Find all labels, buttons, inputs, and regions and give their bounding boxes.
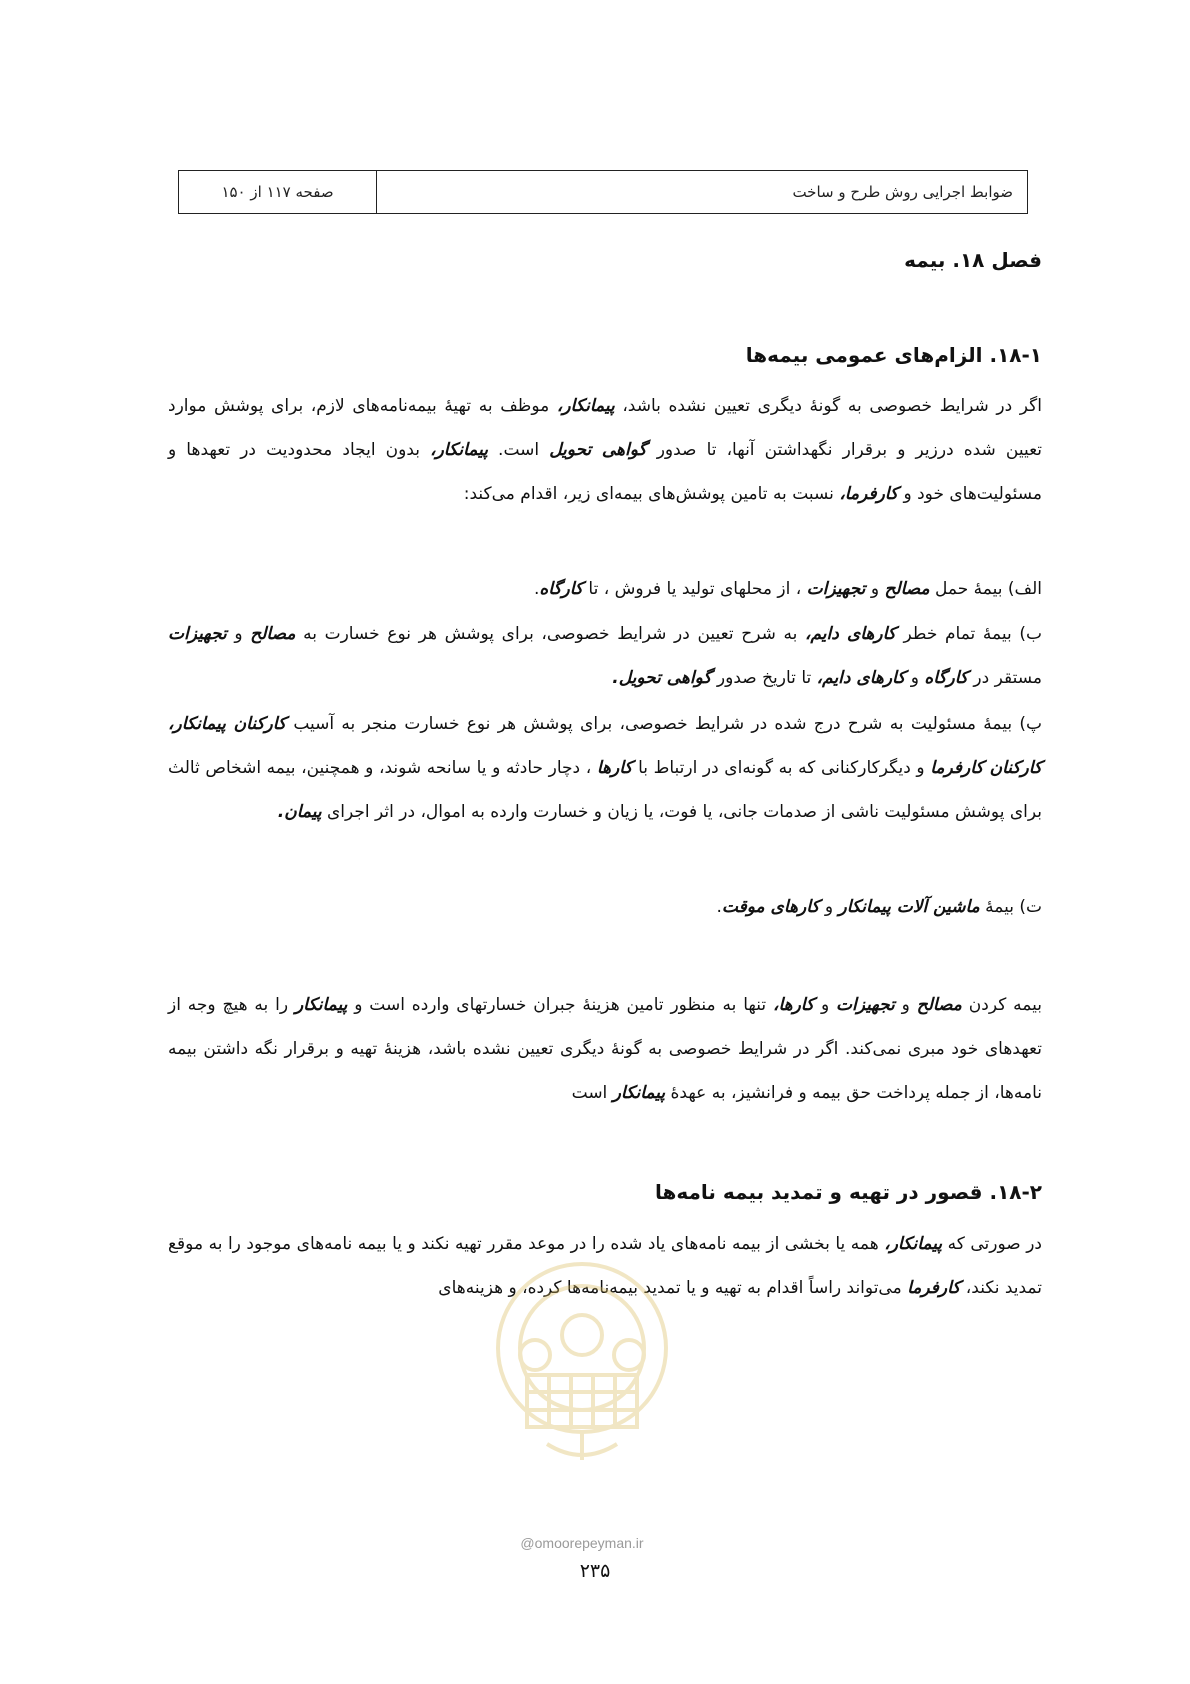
list-item-te [168,885,1042,929]
text-run: ، از محلهای تولید یا فروش ، تا [583,579,807,599]
list-item-pe [168,702,1042,834]
watermark-grid [527,1375,637,1427]
section-2-title: ۱۸-۲. قصور در تهیه و تمدید بیمه نامه‌ها [655,1180,1042,1204]
watermark-base [547,1430,617,1460]
text-run: . [716,897,722,917]
list-item-be [168,612,1042,700]
text-run: و [865,579,885,599]
text-run: و [894,995,917,1015]
section-2-paragraph [168,1222,1042,1310]
text-run: ت) بیمهٔ [979,897,1042,917]
emphasized-term: کارهای دایم، [804,624,896,644]
emphasized-term: کارهای دایم، [816,668,906,688]
text-run: تنها به منظور تامین هزینهٔ جبران خسارتهای وارده است و [347,995,773,1015]
page-header-table [178,170,1028,214]
text-run: است. [487,440,550,460]
emphasized-term: گواهی تحویل. [612,668,712,688]
emphasized-term: تجهیزات [168,624,227,644]
watermark-site-text: @omoorepeyman.ir [520,1535,644,1551]
emphasized-term: کارگاه [539,579,584,599]
emphasized-term: کارکنان پیمانکار، کارکنان کارفرما [168,714,1043,778]
emphasized-term: کارهای موقت [721,897,820,917]
text-run: بیمه کردن [961,995,1042,1015]
emphasized-term: کارفرما، [839,484,899,504]
text-run: و [819,897,839,917]
section-1-intro-paragraph [168,384,1042,516]
emphasized-term: گواهی تحویل [549,440,647,460]
text-run: مستقر در [968,668,1042,688]
text-run: و [226,624,251,644]
text-run: پ) بیمهٔ مسئولیت به شرح درج شده در شرایط خصوصی، برای پوشش هر نوع خسارت منجر به آسیب [286,714,1043,734]
text-run: و [905,668,925,688]
emphasized-term: کارفرما [907,1278,961,1298]
text-run: می‌تواند راساً اقدام به تهیه و یا تمدید بیمه‌نامه‌ها کرده، و هزینه‌های [438,1278,908,1298]
text-run: اگر در شرایط خصوصی به گونهٔ دیگری تعیین نشده باشد، [614,396,1042,416]
text-run: . [533,579,540,599]
text-run: موظف به تهیهٔ بیمه‌نامه‌های لازم، برای پوشش موارد تعیین شده درزیر و برقرار نگهداشتن آنها، تا صدور [168,396,1043,460]
watermark-left-gear [520,1340,550,1370]
text-run: و [814,995,837,1015]
emphasized-term: پیمانکار، [430,440,488,460]
text-run: ب) بیمهٔ تمام خطر [895,624,1042,644]
emphasized-term: پیمانکار [612,1083,666,1103]
section-1-title: ۱۸-۱. الزام‌های عمومی بیمه‌ها [745,343,1042,367]
emphasized-term: تجهیزات [806,579,866,599]
list-item-alef [168,567,1042,611]
text-run: بدون ایجاد محدودیت در تعهدها و مسئولیت‌های خود و [168,440,1042,504]
chapter-title: فصل ۱۸. بیمه [904,248,1042,272]
emphasized-term: کارگاه [924,668,969,688]
emphasized-term: پیمانکار، [556,396,615,416]
text-run: همه یا بخشی از بیمه نامه‌های یاد شده را در موعد مقرر تهیه نکند و یا بیمه نامه‌های موجود را به موقع تمدید نکند، [168,1234,1042,1298]
text-run: است [571,1083,613,1103]
emphasized-term: پیمان. [277,802,322,822]
text-run: به شرح تعیین در شرایط خصوصی، برای پوشش هر نوع خسارت به [295,624,805,644]
closing-paragraph [168,983,1042,1115]
text-run: در صورتی که [942,1234,1042,1254]
emphasized-term: پیمانکار، [884,1234,943,1254]
header-page-info: صفحه ۱۱۷ از ۱۵۰ [179,171,377,213]
emphasized-term: کارها [596,758,633,778]
emphasized-term: مصالح [250,624,296,644]
emphasized-term: پیمانکار [294,995,348,1015]
watermark-right-gear [614,1340,644,1370]
text-run: الف) بیمهٔ حمل [929,579,1042,599]
emphasized-term: کارها، [772,995,815,1015]
emphasized-term: مصالح [916,995,962,1015]
text-run: ، دچار حادثه و یا سانحه شوند، و همچنین، بیمه اشخاص ثالث برای پوشش مسئولیت ناشی از صدمات جانی، یا فوت، یا زیان و خسارت وارده به اموال، در اثر اجرای [168,758,1042,822]
text-run: را به هیچ وجه از تعهدهای خود مبری نمی‌کند. اگر در شرایط خصوصی به گونهٔ دیگری تعیین نشده باشد، هزینهٔ تهیه و برقرار نگه داشتن بیمه نامه‌ها، از جمله پرداخت حق بیمه و فرانشیز، به عهدهٔ [168,995,1042,1103]
header-doc-title: ضوابط اجرایی روش طرح و ساخت [792,183,1013,201]
emphasized-term: مصالح [884,579,930,599]
text-run: و دیگرکارکنانی که به گونه‌ای در ارتباط با [632,758,931,778]
page-number: ۲۳۵ [579,1560,611,1582]
emphasized-term: ماشین آلات پیمانکار [838,897,980,917]
watermark-center-gear [562,1315,602,1355]
text-run: تا تاریخ صدور [711,668,817,688]
emphasized-term: تجهیزات [836,995,895,1015]
text-run: نسبت به تامین پوشش‌های بیمه‌ای زیر، اقدام می‌کند: [463,484,840,504]
